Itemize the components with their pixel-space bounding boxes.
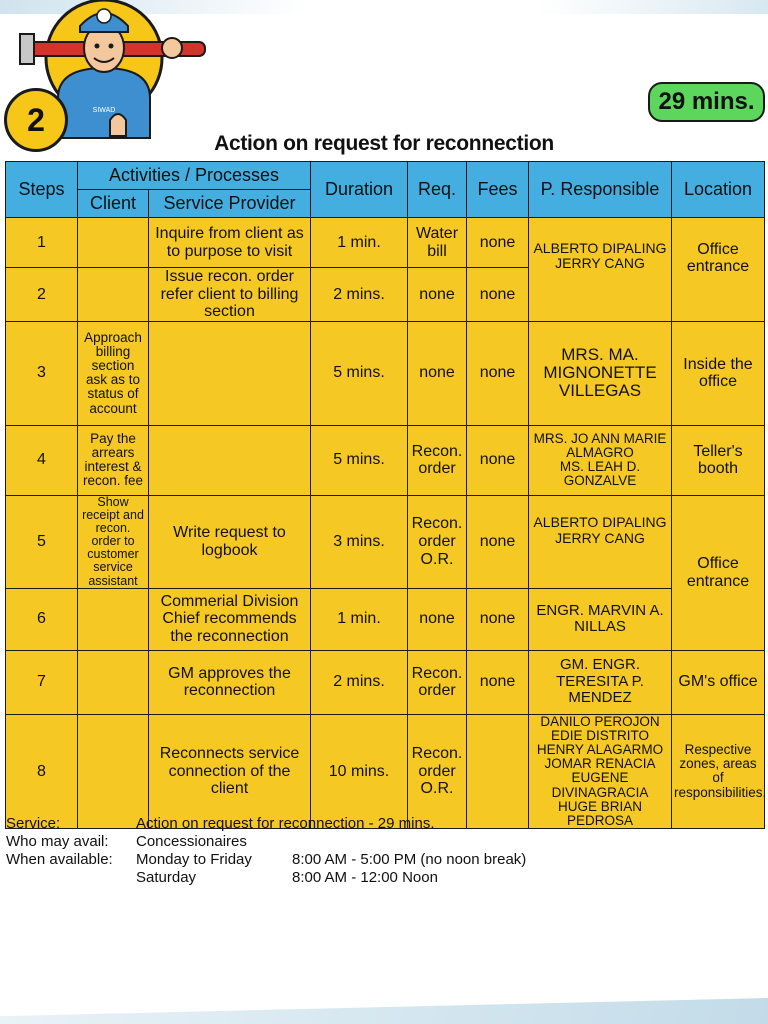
table-row — [6, 495, 765, 588]
location-cell: GM's office — [672, 650, 765, 714]
page-title: Action on request for reconnection — [214, 132, 554, 155]
provider-cell: Inquire from client as to purpose to visit — [149, 218, 311, 268]
req-cell: Recon. order O.R. — [408, 495, 467, 588]
service-value: Action on request for reconnection - 29 mins. — [136, 815, 435, 832]
duration-cell: 3 mins. — [311, 495, 408, 588]
step-cell: 8 — [6, 714, 78, 828]
fees-cell — [467, 714, 529, 828]
req-cell: Recon. order — [408, 425, 467, 495]
client-cell: Show receipt and recon. order to customer service assistant — [78, 495, 149, 588]
saturday-days: Saturday — [136, 869, 197, 886]
location-cell: Teller's booth — [672, 425, 765, 495]
duration-cell: 5 mins. — [311, 425, 408, 495]
header-responsible: P. Responsible — [529, 162, 672, 218]
duration-cell: 1 min. — [311, 218, 408, 268]
weekday-hours: 8:00 AM - 5:00 PM (no noon break) — [292, 851, 527, 868]
fees-cell: none — [467, 650, 529, 714]
step-cell: 6 — [6, 588, 78, 650]
responsible-name: MS. LEAH D. GONZALVE — [559, 459, 641, 489]
responsible-name: EUGENE DIVINAGRACIA — [551, 770, 649, 800]
step-cell: 5 — [6, 495, 78, 588]
responsible-name: HUGE BRIAN PEDROSA — [557, 798, 642, 828]
responsible-cell — [529, 495, 672, 588]
location-text: Office entrance — [686, 240, 750, 276]
process-table — [5, 161, 765, 829]
header-location: Location — [672, 162, 765, 218]
table-row — [6, 321, 765, 425]
client-cell — [78, 218, 149, 268]
responsible-name: EDIE DISTRITO — [550, 727, 649, 743]
fees-cell: none — [467, 268, 529, 322]
svg-text:SIWAD: SIWAD — [92, 107, 116, 114]
bottom-decor-stripe — [0, 998, 768, 1024]
duration-cell: 2 mins. — [311, 268, 408, 322]
req-cell: Water bill — [408, 218, 467, 268]
provider-cell: Write request to logbook — [149, 495, 311, 588]
header-client: Client — [78, 190, 149, 218]
table-row — [6, 425, 765, 495]
responsible-cell: MRS. MA. MIGNONETTE VILLEGAS — [529, 321, 672, 425]
responsible-name: JERRY CANG — [555, 529, 645, 546]
saturday-hours: 8:00 AM - 12:00 Noon — [292, 869, 438, 886]
header-fees: Fees — [467, 162, 529, 218]
responsible-name: ALBERTO DIPALING — [533, 514, 667, 531]
table-row — [6, 650, 765, 714]
step-cell: 4 — [6, 425, 78, 495]
responsible-cell — [529, 218, 672, 322]
duration-cell: 5 mins. — [311, 321, 408, 425]
step-cell: 1 — [6, 218, 78, 268]
responsible-cell — [529, 425, 672, 495]
who-value: Concessionaires — [136, 833, 247, 850]
provider-cell: GM approves the reconnection — [149, 650, 311, 714]
header-activities: Activities / Processes — [78, 162, 311, 190]
location-cell: Inside the office — [672, 321, 765, 425]
duration-cell: 1 min. — [311, 588, 408, 650]
total-time-badge: 29 mins. — [648, 82, 765, 122]
step-cell: 7 — [6, 650, 78, 714]
responsible-name: ALBERTO DIPALING — [533, 240, 667, 256]
duration-cell: 10 mins. — [311, 714, 408, 828]
fees-cell: none — [467, 321, 529, 425]
responsible-cell: ENGR. MARVIN A. NILLAS — [529, 588, 672, 650]
location-cell: Office entrance — [672, 495, 765, 650]
step-cell: 2 — [6, 268, 78, 322]
table-row — [6, 588, 765, 650]
responsible-name: HENRY ALAGARMO — [536, 742, 664, 757]
responsible-name: MRS. JO ANN MARIE ALMAGRO — [533, 430, 667, 461]
provider-cell: Reconnects service connection of the client — [149, 714, 311, 828]
service-label: Service: — [6, 815, 61, 832]
req-cell: none — [408, 268, 467, 322]
who-label: Who may avail: — [6, 833, 109, 850]
step-cell: 3 — [6, 321, 78, 425]
responsible-cell — [529, 714, 672, 828]
client-cell: Pay the arrears interest & recon. fee — [78, 425, 149, 495]
weekday-days: Monday to Friday — [136, 851, 252, 868]
location-cell: Respective zones, areas of responsibilities. — [672, 714, 765, 828]
when-label: When available: — [6, 851, 113, 868]
fees-cell: none — [467, 588, 529, 650]
table-row — [6, 218, 765, 268]
responsible-name: JOMAR RENACIA — [544, 756, 656, 772]
provider-cell: Commerial Division Chief recommends the reconnection — [149, 588, 311, 650]
fees-cell: none — [467, 495, 529, 588]
duration-cell: 2 mins. — [311, 650, 408, 714]
service-info — [6, 815, 526, 887]
table-row — [6, 714, 765, 828]
header-req: Req. — [408, 162, 467, 218]
responsible-name: DANILO PEROJON — [540, 713, 660, 729]
responsible-name: JERRY CANG — [555, 255, 645, 272]
req-cell: none — [408, 588, 467, 650]
location-cell — [672, 218, 765, 322]
req-cell: none — [408, 321, 467, 425]
fees-cell: none — [467, 218, 529, 268]
client-cell — [78, 714, 149, 828]
provider-cell — [149, 425, 311, 495]
client-cell: Approach billing section ask as to status of account — [78, 321, 149, 425]
client-cell — [78, 588, 149, 650]
header-duration: Duration — [311, 162, 408, 218]
provider-cell: Issue recon. order refer client to billing section — [149, 268, 311, 322]
client-cell — [78, 650, 149, 714]
provider-cell — [149, 321, 311, 425]
req-cell: Recon. order O.R. — [408, 714, 467, 828]
fees-cell: none — [467, 425, 529, 495]
header-service-provider: Service Provider — [149, 190, 311, 218]
client-cell — [78, 268, 149, 322]
responsible-cell: GM. ENGR. TERESITA P. MENDEZ — [529, 650, 672, 714]
req-cell: Recon. order — [408, 650, 467, 714]
header-steps: Steps — [6, 162, 78, 218]
step-number-badge: 2 — [4, 88, 68, 152]
